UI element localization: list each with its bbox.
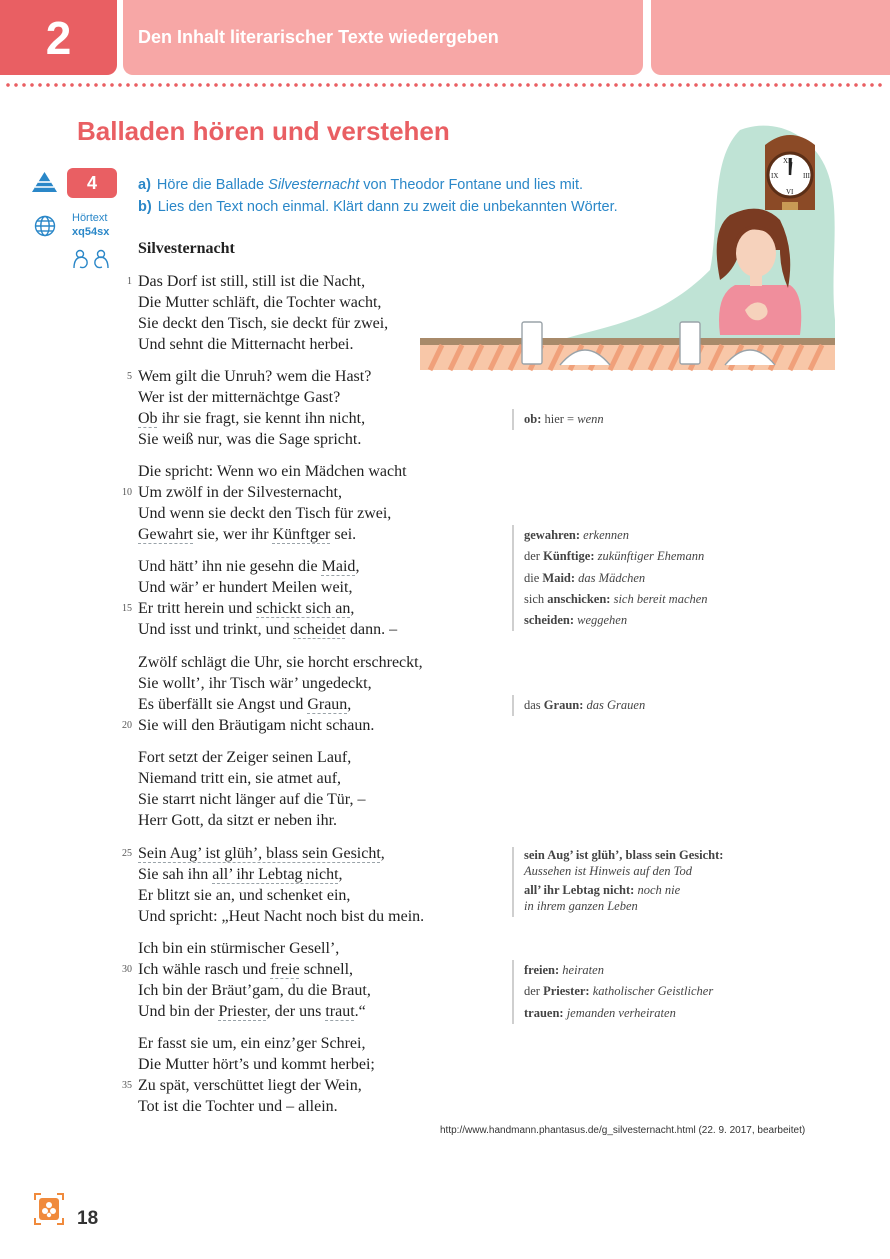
- poem-stanza: [122, 652, 423, 736]
- girl-waiting-illustration: [410, 120, 850, 380]
- poem-stanza: [122, 556, 398, 640]
- level-triangle-icon: [31, 171, 58, 198]
- source-citation: http://www.handmann.phantasus.de/g_silvesternacht.html (22. 9. 2017, bearbeitet): [440, 1125, 806, 1136]
- svg-text:XII: XII: [783, 157, 793, 165]
- line-number: 30: [122, 964, 132, 975]
- poem-line: Gewahrt sie, wer ihr Künftger sei.: [138, 526, 357, 543]
- section-title: Balladen hören und verstehen: [77, 116, 450, 146]
- poem-line: Und isst und trinkt, und scheidet dann. –: [138, 621, 398, 638]
- poem-line: 30 Ich wähle rasch und freie schnell,: [138, 959, 371, 980]
- page-number: 18: [77, 1208, 99, 1229]
- gloss-entry: gewahren: erkennen: [524, 528, 629, 542]
- line-number: 20: [122, 720, 132, 731]
- poem-line: Und spricht: „Heut Nacht noch bist du mein.: [138, 908, 425, 925]
- poem-line: Und wenn sie deckt den Tisch für zwei,: [138, 505, 392, 522]
- gloss-entry: freien: heiraten: [524, 963, 604, 977]
- poem-stanza: [122, 843, 425, 927]
- gloss-entry: der Priester: katholischer Geistlicher: [524, 984, 714, 999]
- gloss-entry: trauen: jemanden verheiraten: [524, 1005, 676, 1020]
- poem-stanza: [138, 747, 365, 831]
- gloss-entry: sein Aug’ ist glüh’, blass sein Gesicht: Aussehen ist Hinweis auf den Tod: [524, 848, 724, 878]
- poem-line: Sie starrt nicht länger auf die Tür, –: [138, 791, 366, 808]
- svg-text:IX: IX: [771, 172, 779, 180]
- gloss-group-stanza-7: [512, 847, 723, 917]
- gloss-entry: scheiden: weggehen: [524, 613, 628, 628]
- poem-line: 20 Sie will den Bräutigam nicht schaun.: [138, 715, 423, 736]
- poem-line: 15 Er tritt herein und schickt sich an,: [138, 598, 397, 619]
- poem-line: Und bin der Priester, der uns traut.“: [138, 1003, 366, 1020]
- wall-clock-icon: [765, 135, 815, 210]
- gloss-ob: [512, 409, 604, 430]
- poem-line: 10 Um zwölf in der Silvesternacht,: [138, 482, 407, 503]
- dotted-divider: [4, 83, 886, 87]
- instruction-a: a) Höre die Ballade Silvesternacht von Theodor Fontane und lies mit.: [138, 177, 584, 193]
- gloss-entry: all’ ihr Lebtag nicht: noch nie in ihrem ganzen Leben: [524, 883, 681, 913]
- task-number-badge: 4: [67, 168, 117, 198]
- poem-stanza: [122, 461, 407, 545]
- gloss-entry: der Künftige: zukünftiger Ehemann: [524, 549, 705, 564]
- poem-line: Sie deckt den Tisch, sie deckt für zwei,: [138, 315, 389, 332]
- poem-line: Zwölf schlägt die Uhr, sie horcht erschreckt,: [138, 654, 423, 671]
- page-logo-icon: [33, 1192, 65, 1231]
- audio-code: xq54sx: [72, 226, 110, 238]
- line-number: 35: [122, 1080, 132, 1091]
- line-number: 15: [122, 603, 132, 614]
- gloss-entry: das Graun: das Grauen: [524, 698, 646, 712]
- poem-line: Sie sah ihn all’ ihr Lebtag nicht,: [138, 866, 343, 883]
- header-decoration: [651, 0, 890, 75]
- poem-line: 35 Zu spät, verschüttet liegt der Wein,: [138, 1075, 375, 1096]
- audio-label: Hörtext: [72, 212, 108, 224]
- poem-line: Sie wollt’, ihr Tisch wär’ ungedeckt,: [138, 675, 372, 692]
- gloss-entry: ob: hier = wenn: [524, 412, 604, 426]
- pair-work-icon: [71, 249, 111, 276]
- svg-text:VI: VI: [786, 188, 794, 196]
- poem-line: Die Mutter schläft, die Tochter wacht,: [138, 294, 382, 311]
- line-number: 1: [127, 276, 132, 287]
- poem-line: Und sehnt die Mitternacht herbei.: [138, 336, 354, 353]
- poem-line: Ich bin der Bräut’gam, du die Braut,: [138, 982, 371, 999]
- line-number: 10: [122, 487, 132, 498]
- poem-title: Silvesternacht: [138, 240, 235, 257]
- gloss-graun: [512, 695, 645, 716]
- gloss-entry: die Maid: das Mädchen: [524, 570, 646, 585]
- poem-line: Ich bin ein stürmischer Gesell’,: [138, 940, 340, 957]
- poem-line: Es überfällt sie Angst und Graun,: [138, 696, 352, 713]
- line-number: 25: [122, 848, 132, 859]
- poem-line: Er blitzt sie an, und schenket ein,: [138, 887, 351, 904]
- poem-line: Und wär’ er hundert Meilen weit,: [138, 579, 353, 596]
- poem-stanza: [122, 1033, 375, 1117]
- line-number: 5: [127, 371, 132, 382]
- poem-stanza: [127, 366, 372, 450]
- poem-line: Wer ist der mitternächtge Gast?: [138, 389, 341, 406]
- poem-line: Die spricht: Wenn wo ein Mädchen wacht: [138, 463, 407, 480]
- instruction-b: b) Lies den Text noch einmal. Klärt dann zu zweit die unbekannten Wörter.: [138, 199, 618, 215]
- poem-line: Er fasst sie um, ein einz’ger Schrei,: [138, 1035, 366, 1052]
- poem-line: Niemand tritt ein, sie atmet auf,: [138, 770, 342, 787]
- poem-line: Und hätt’ ihn nie gesehn die Maid,: [138, 558, 360, 575]
- poem-line: Fort setzt der Zeiger seinen Lauf,: [138, 749, 352, 766]
- poem-line: Die Mutter hört’s und kommt herbei;: [138, 1056, 375, 1073]
- chapter-title: Den Inhalt literarischer Texte wiedergeben: [123, 0, 643, 75]
- poem-line: Ob ihr sie fragt, sie kennt ihn nicht,: [138, 410, 366, 427]
- poem-stanza: [122, 938, 371, 1022]
- poem-line: Tot ist die Tochter und – allein.: [138, 1098, 338, 1115]
- svg-text:III: III: [803, 172, 810, 180]
- gloss-group-stanza-3-4: [512, 525, 708, 631]
- audio-reference[interactable]: [72, 211, 109, 239]
- poem-line: 25 Sein Aug’ ist glüh’, blass sein Gesicht,: [138, 843, 424, 864]
- web-globe-icon[interactable]: [34, 215, 56, 242]
- poem-stanza: [127, 271, 389, 355]
- poem-line: 5 Wem gilt die Unruh? wem die Hast?: [138, 366, 371, 387]
- gloss-entry: sich anschicken: sich bereit machen: [524, 591, 708, 606]
- gloss-group-stanza-8: [512, 960, 713, 1024]
- poem-line: Herr Gott, da sitzt er neben ihr.: [138, 812, 338, 829]
- poem-line: 1 Das Dorf ist still, still ist die Nacht,: [138, 271, 388, 292]
- poem-line: Sie weiß nur, was die Sage spricht.: [138, 431, 362, 448]
- chapter-number: 2: [0, 0, 117, 75]
